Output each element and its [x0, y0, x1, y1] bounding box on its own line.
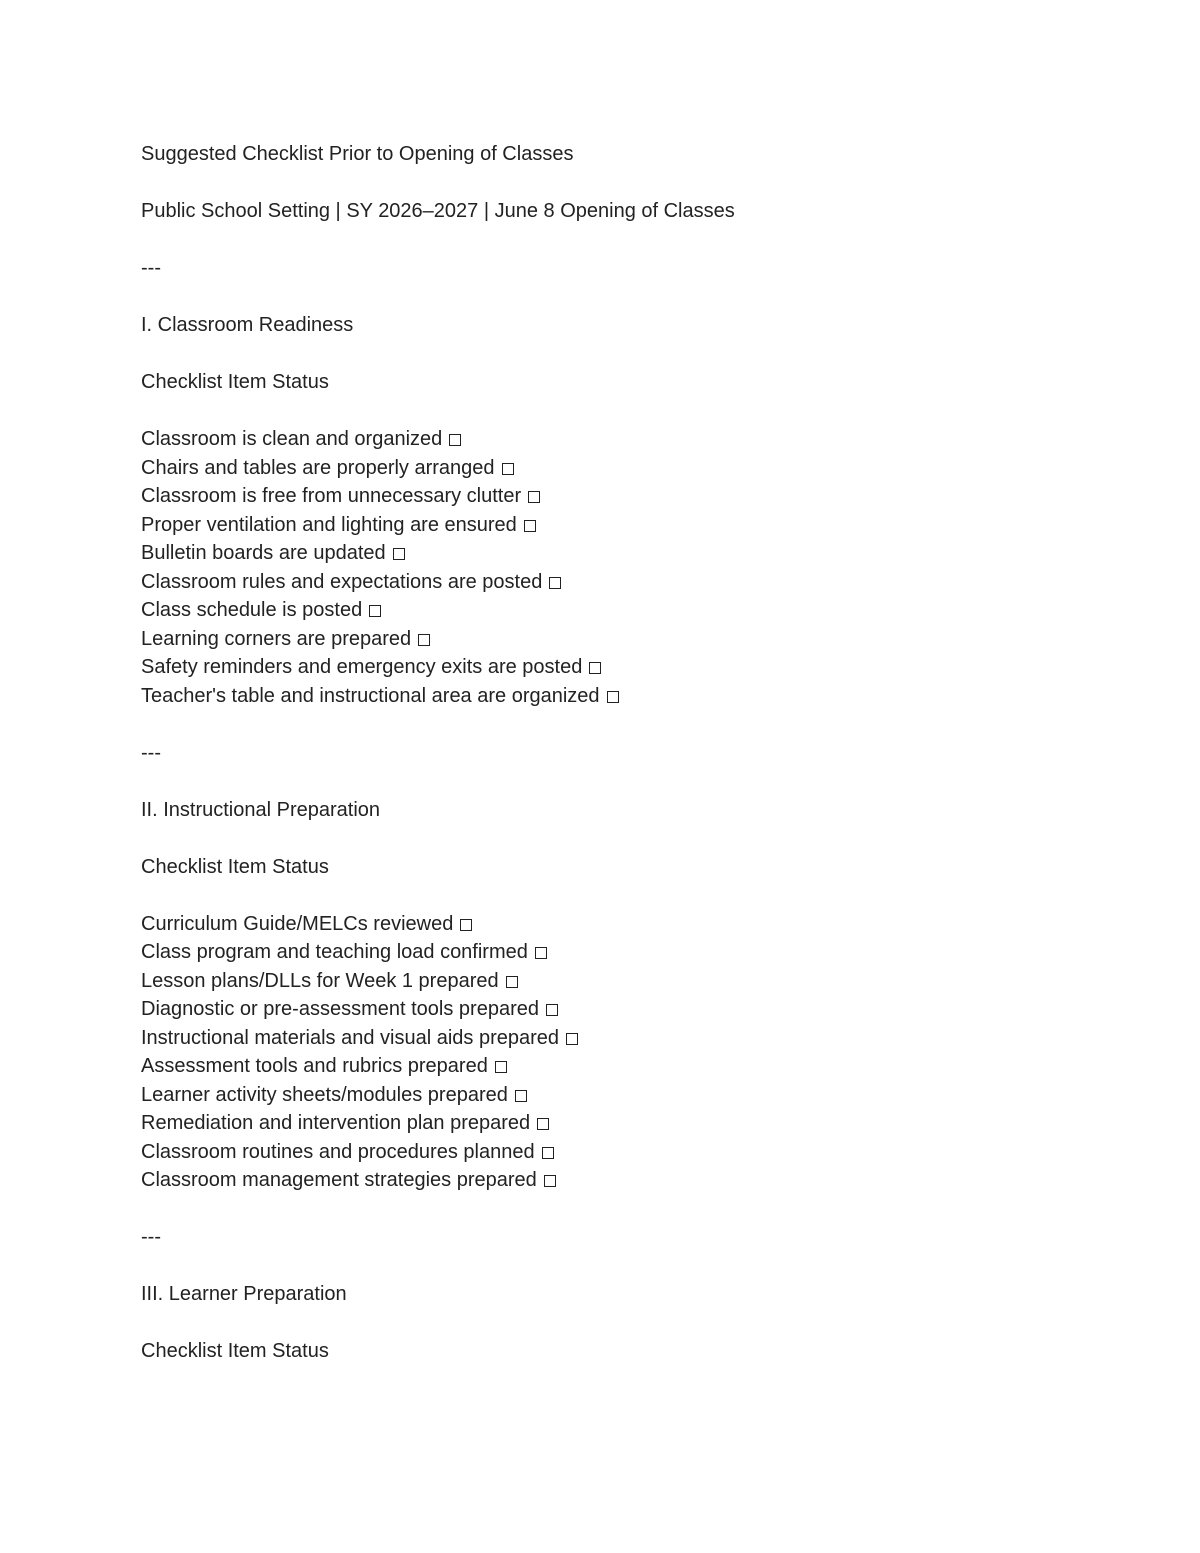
checklist-item — [141, 1052, 1101, 1081]
checklist-item-label: Safety reminders and emergency exits are posted — [141, 656, 583, 678]
spacer — [141, 169, 1101, 198]
checkbox-icon[interactable] — [607, 691, 619, 703]
checklist-item — [141, 995, 1101, 1024]
checklist-item — [141, 1081, 1101, 1110]
checkbox-icon[interactable] — [537, 1118, 549, 1130]
checkbox-icon[interactable] — [369, 605, 381, 617]
checklist-item — [141, 596, 1101, 625]
spacer — [141, 1309, 1101, 1338]
spacer — [141, 767, 1101, 796]
column-header: Checklist Item Status — [141, 371, 329, 393]
separator: --- — [141, 741, 161, 764]
column-header: Checklist Item Status — [141, 855, 329, 878]
checklist-item-label: Proper ventilation and lighting are ensured — [141, 513, 517, 536]
checklist-item-label: Classroom rules and expectations are posted — [141, 570, 543, 593]
section-heading: II. Instructional Preparation — [141, 798, 381, 821]
spacer — [141, 1195, 1101, 1224]
checklist-item-label: Classroom is clean and organized — [141, 428, 443, 450]
checkbox-icon[interactable] — [460, 919, 472, 931]
checklist — [141, 910, 1101, 1195]
checklist-item-label: Assessment tools and rubrics prepared — [141, 1055, 488, 1077]
checklist-item-label: Classroom routines and procedures planned — [141, 1140, 535, 1163]
section-instructional-preparation — [141, 796, 1101, 1195]
checklist-item — [141, 568, 1101, 597]
checklist-item-label: Bulletin boards are updated — [141, 542, 386, 564]
checklist-item-label: Diagnostic or pre-assessment tools prepared — [141, 998, 539, 1020]
checklist-item — [141, 1024, 1101, 1053]
checklist-item-label: Teacher's table and instructional area are organized — [141, 684, 600, 707]
checklist-item-label: Learner activity sheets/modules prepared — [141, 1083, 508, 1106]
spacer — [141, 1252, 1101, 1281]
checklist-item — [141, 625, 1101, 654]
checkbox-icon[interactable] — [544, 1175, 556, 1187]
column-header: Checklist Item Status — [141, 1340, 329, 1362]
checklist-item-label: Class schedule is posted — [141, 599, 363, 621]
checklist-item-label: Learning corners are prepared — [141, 627, 412, 650]
document-subtitle: Public School Setting | SY 2026–2027 | June 8 Opening of Classes — [141, 200, 735, 222]
checkbox-icon[interactable] — [524, 520, 536, 532]
spacer — [141, 283, 1101, 312]
checklist-item-label: Lesson plans/DLLs for Week 1 prepared — [141, 969, 499, 992]
checklist-item-label: Curriculum Guide/MELCs reviewed — [141, 912, 454, 935]
checklist-item — [141, 425, 1101, 454]
section-heading: I. Classroom Readiness — [141, 314, 354, 336]
checklist-item — [141, 482, 1101, 511]
checkbox-icon[interactable] — [566, 1033, 578, 1045]
checkbox-icon[interactable] — [418, 634, 430, 646]
checkbox-icon[interactable] — [542, 1147, 554, 1159]
checkbox-icon[interactable] — [393, 548, 405, 560]
checkbox-icon[interactable] — [449, 434, 461, 446]
checklist-item — [141, 938, 1101, 967]
checklist-item-label: Classroom management strategies prepared — [141, 1169, 537, 1191]
spacer — [141, 397, 1101, 426]
checklist-item — [141, 910, 1101, 939]
checkbox-icon[interactable] — [546, 1004, 558, 1016]
checklist-item — [141, 682, 1101, 711]
checkbox-icon[interactable] — [549, 577, 561, 589]
checklist-item — [141, 1138, 1101, 1167]
separator: --- — [141, 257, 161, 279]
checklist-item — [141, 1109, 1101, 1138]
checkbox-icon[interactable] — [515, 1090, 527, 1102]
spacer — [141, 881, 1101, 910]
checklist-item — [141, 653, 1101, 682]
checklist-item — [141, 967, 1101, 996]
checklist-item-label: Class program and teaching load confirmed — [141, 941, 528, 963]
checklist-item-label: Classroom is free from unnecessary clutter — [141, 485, 522, 507]
checkbox-icon[interactable] — [589, 662, 601, 674]
spacer — [141, 824, 1101, 853]
checklist — [141, 425, 1101, 710]
spacer — [141, 340, 1101, 369]
checkbox-icon[interactable] — [506, 976, 518, 988]
checklist-item-label: Remediation and intervention plan prepared — [141, 1112, 531, 1134]
section-heading: III. Learner Preparation — [141, 1283, 347, 1305]
checklist-item — [141, 539, 1101, 568]
spacer — [141, 710, 1101, 739]
checklist-item-label: Instructional materials and visual aids prepared — [141, 1026, 559, 1049]
document-page — [141, 140, 1101, 1366]
checklist-item — [141, 511, 1101, 540]
document-title: Suggested Checklist Prior to Opening of Classes — [141, 143, 574, 165]
checkbox-icon[interactable] — [495, 1061, 507, 1073]
spacer — [141, 226, 1101, 255]
checkbox-icon[interactable] — [528, 491, 540, 503]
checkbox-icon[interactable] — [502, 463, 514, 475]
separator: --- — [141, 1226, 161, 1248]
checklist-item — [141, 1166, 1101, 1195]
checkbox-icon[interactable] — [535, 947, 547, 959]
checklist-item — [141, 454, 1101, 483]
section-learner-preparation — [141, 1280, 1101, 1366]
section-classroom-readiness — [141, 311, 1101, 710]
checklist-item-label: Chairs and tables are properly arranged — [141, 456, 495, 479]
